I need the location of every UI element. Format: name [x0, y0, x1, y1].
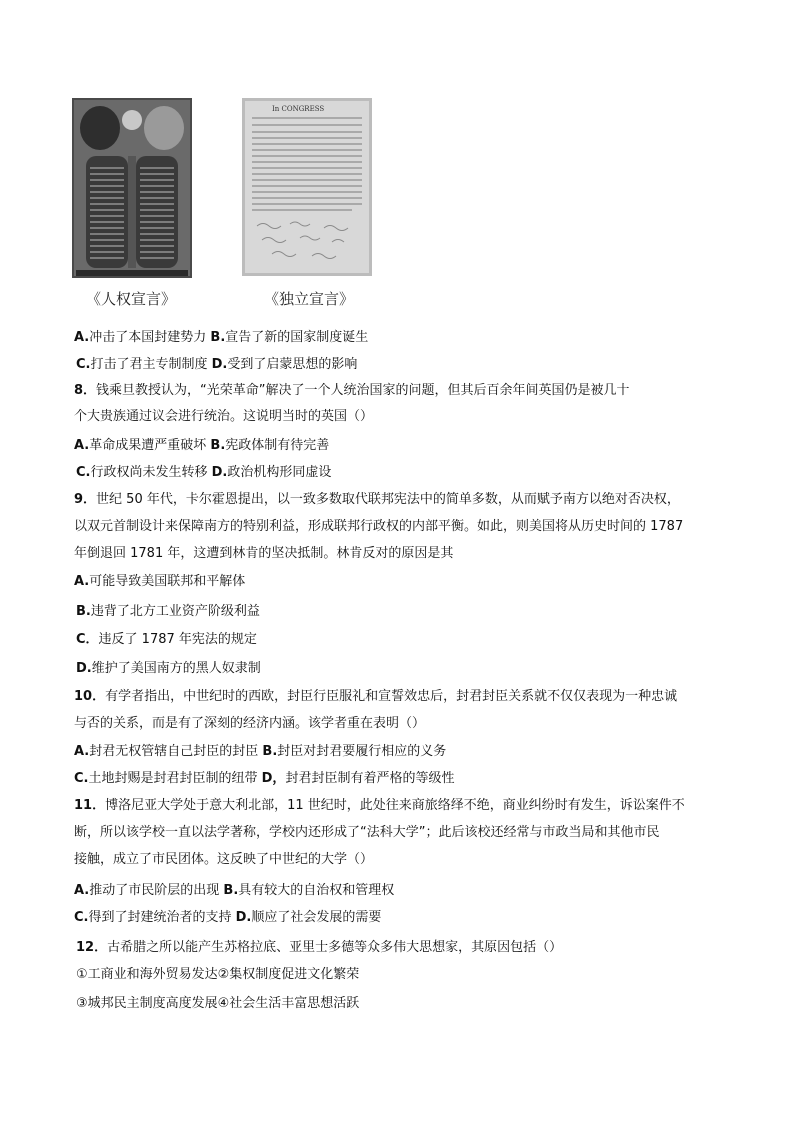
- q9-stem-1: 9．世纪 50 年代，卡尔霍恩提出，以一致多数取代联邦宪法中的简单多数，从而赋予南方以绝对否决权，: [74, 492, 680, 507]
- q9-option-a: 可能导致美国联邦和平解体: [89, 574, 246, 589]
- q11-options-row-1: A.推动了市民阶层的出现 B.具有较大的自治权和管理权: [74, 883, 395, 898]
- q12-item-1: ①工商业和海外贸易发达②集权制度促进文化繁荣: [76, 967, 360, 982]
- figure-caption-rights-of-man: 《人权宣言》: [86, 290, 177, 308]
- q11-option-d: 顺应了社会发展的需要: [251, 910, 382, 925]
- q8-option-d: 政治机构形同虚设: [227, 465, 332, 480]
- figure-declaration-of-independence: [242, 98, 372, 308]
- q11-option-a: 推动了市民阶层的出现: [89, 883, 220, 898]
- q10-stem-1: 10．有学者指出，中世纪时的西欧，封臣行臣服礼和宣誓效忠后，封君封臣关系就不仅仅表现为一种忠诚: [74, 689, 678, 704]
- q8-stem-1: 8．钱乘旦教授认为，“光荣革命”解决了一个人统治国家的问题，但其后百余年间英国仍是被几十: [74, 383, 630, 398]
- figure-declaration-rights-of-man: [72, 98, 192, 308]
- figure-caption-independence: 《独立宣言》: [264, 290, 355, 308]
- q11-option-c: 得到了封建统治者的支持: [88, 910, 232, 925]
- q10-option-b: 封臣对封君要履行相应的义务: [277, 744, 447, 759]
- declaration-of-independence-image: [242, 98, 372, 276]
- q7-option-c: 打击了君主专制制度: [90, 357, 208, 372]
- q9-option-d: 维护了美国南方的黑人奴隶制: [91, 661, 261, 676]
- q10-stem-2: 与否的关系，而是有了深刻的经济内涵。该学者重在表明（）: [74, 716, 426, 731]
- q9-option-d-row: D.维护了美国南方的黑人奴隶制: [76, 661, 261, 676]
- q10-option-a: 封君无权管辖自己封臣的封臣: [89, 744, 259, 759]
- declaration-rights-of-man-image: [72, 98, 192, 278]
- q10-option-d: 封君封臣制有着严格的等级性: [285, 771, 455, 786]
- q7-option-b: 宣告了新的国家制度诞生: [225, 330, 369, 345]
- q9-stem-3: 年倒退回 1781 年，这遭到林肯的坚决抵制。林肯反对的原因是其: [74, 546, 454, 561]
- q9-option-b: 违背了北方工业资产阶级利益: [90, 604, 260, 619]
- q9-option-c: 违反了 1787 年宪法的规定: [98, 632, 257, 647]
- independence-header-text: In CONGRESS: [272, 105, 325, 113]
- q12-item-2: ③城邦民主制度高度发展④社会生活丰富思想活跃: [76, 996, 360, 1011]
- q8-option-a: 革命成果遭严重破坏: [89, 438, 207, 453]
- q9-option-c-row: C．违反了 1787 年宪法的规定: [76, 632, 257, 647]
- q11-option-b: 具有较大的自治权和管理权: [238, 883, 395, 898]
- q8-option-b: 宪政体制有待完善: [225, 438, 330, 453]
- q11-stem-3: 接触，成立了市民团体。这反映了中世纪的大学（）: [74, 852, 374, 867]
- q10-options-row-2: C.土地封赐是封君封臣制的纽带 D，封君封臣制有着严格的等级性: [74, 771, 455, 786]
- q9-stem-2: 以双元首制设计来保障南方的特别利益，形成联邦行政权的内部平衡。如此，则美国将从历史时间的 1787: [74, 519, 684, 534]
- q11-stem-1: 11．博洛尼亚大学处于意大利北部，11 世纪时，此处往来商旅络绎不绝，商业纠纷时有发生，诉讼案件不: [74, 798, 685, 813]
- q8-options-row-2: C.行政权尚未发生转移 D.政治机构形同虚设: [76, 465, 332, 480]
- q8-option-c: 行政权尚未发生转移: [90, 465, 208, 480]
- q11-stem-2: 断，所以该学校一直以法学著称，学校内还形成了“法科大学”；此后该校还经常与市政当局和其他市民: [74, 825, 660, 840]
- q9-option-b-row: B.违背了北方工业资产阶级利益: [76, 604, 260, 619]
- q7-options-row-2: C.打击了君主专制制度 D.受到了启蒙思想的影响: [76, 357, 358, 372]
- q7-option-a: 冲击了本国封建势力: [89, 330, 207, 345]
- q7-option-d: 受到了启蒙思想的影响: [227, 357, 358, 372]
- q8-options-row-1: A.革命成果遭严重破坏 B.宪政体制有待完善: [74, 438, 330, 453]
- q10-option-c: 土地封赐是封君封臣制的纽带: [88, 771, 258, 786]
- q11-options-row-2: C.得到了封建统治者的支持 D.顺应了社会发展的需要: [74, 910, 382, 925]
- q7-options-row-1: A.冲击了本国封建势力 B.宣告了新的国家制度诞生: [74, 330, 369, 345]
- q9-option-a-row: A.可能导致美国联邦和平解体: [74, 574, 246, 589]
- q10-options-row-1: A.封君无权管辖自己封臣的封臣 B.封臣对封君要履行相应的义务: [74, 744, 447, 759]
- q8-stem-2: 个大贵族通过议会进行统治。这说明当时的英国（）: [74, 409, 374, 424]
- q12-stem-1: 12．古希腊之所以能产生苏格拉底、亚里士多德等众多伟大思想家，其原因包括（）: [76, 940, 563, 955]
